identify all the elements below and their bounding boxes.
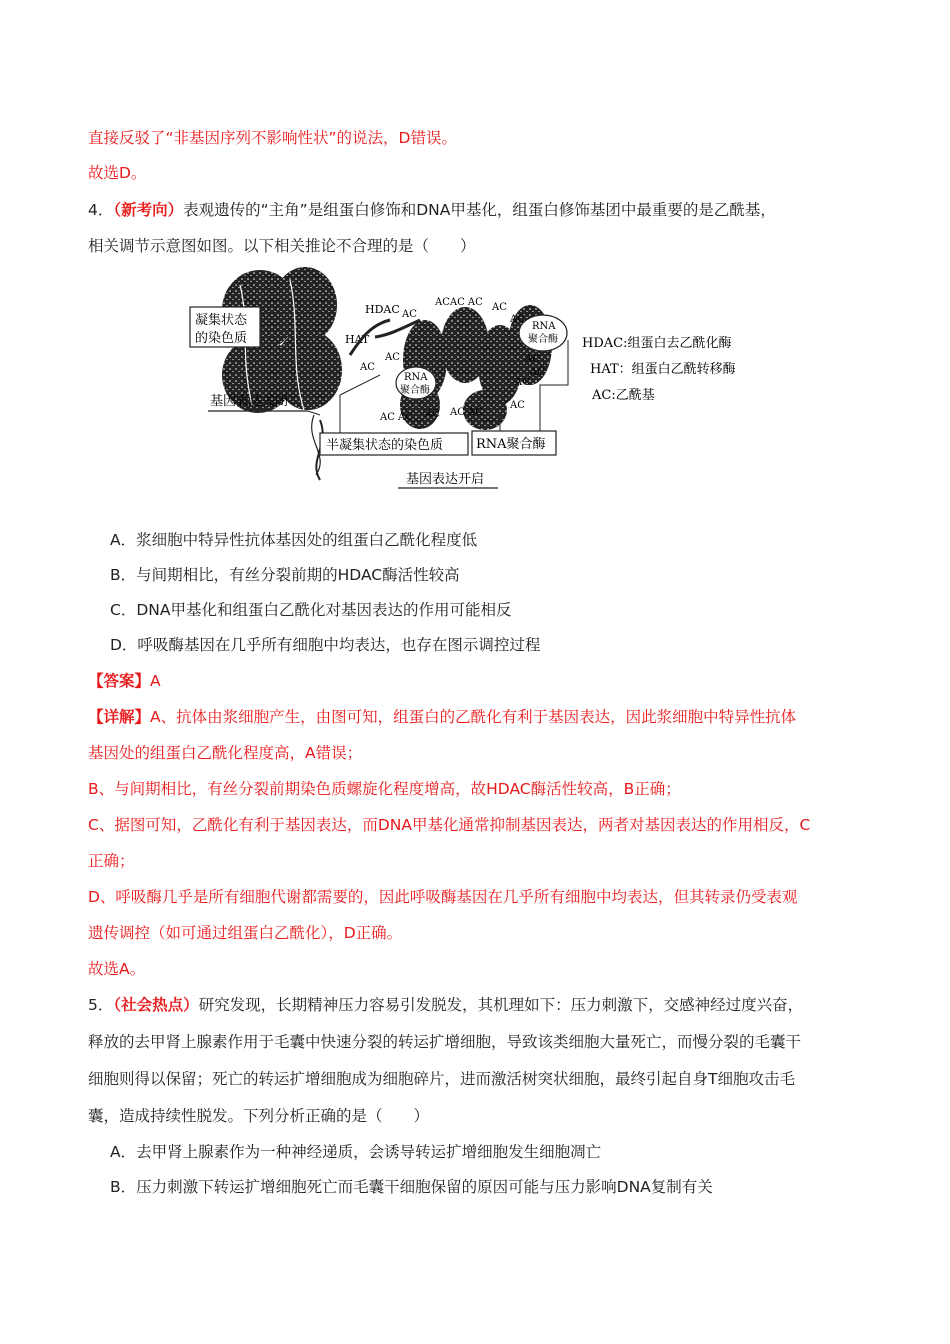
- q4-explain-line: D、呼吸酶几乎是所有细胞代谢都需要的，因此呼吸酶基因在几乎所有细胞中均表达，但其转录仍受表观: [88, 888, 798, 906]
- q4-explain-line: 【详解】A、抗体由浆细胞产生，由图可知，组蛋白的乙酰化有利于基因表达，因此浆细胞中特异性抗体: [88, 708, 797, 726]
- ac-label: AC: [530, 367, 545, 378]
- q4-option-c: C．DNA甲基化和组蛋白乙酰化对基因表达的作用可能相反: [110, 601, 512, 619]
- q4-option-a: A．浆细胞中特异性抗体基因处的组蛋白乙酰化程度低: [110, 531, 478, 549]
- q4-stem-text: 表观遗传的“主角”是组蛋白修饰和DNA甲基化，组蛋白修饰基团中最重要的是乙酰基，: [183, 201, 776, 219]
- q4-explain-line: 正确；: [88, 852, 135, 870]
- ac-label: AC: [515, 377, 530, 388]
- gene-off-label: 基因表达关闭: [210, 394, 289, 409]
- semi-condensed-label: 半凝集状态的染色质: [326, 438, 444, 453]
- explain-tag: 【详解】: [88, 708, 151, 726]
- ac-label: AC: [525, 354, 540, 365]
- q5-option-b: B．压力刺激下转运扩增细胞死亡而毛囊干细胞保留的原因可能与压力影响DNA复制有关: [110, 1178, 713, 1196]
- gene-on-label: 基因表达开启: [406, 472, 485, 487]
- ac-label: AC: [510, 400, 525, 411]
- q4-option-b: B．与间期相比，有丝分裂前期的HDAC酶活性较高: [110, 566, 460, 584]
- q5-option-a: A．去甲肾上腺素作为一种神经递质，会诱导转运扩增细胞发生细胞凋亡: [110, 1143, 602, 1161]
- answer-value: A: [150, 672, 161, 690]
- q4-stem-line2: 相关调节示意图如图。以下相关推论不合理的是（ ）: [88, 237, 476, 255]
- histone-acetylation-diagram: [180, 265, 780, 495]
- q4-option-d: D．呼吸酶基因在几乎所有细胞中均表达，也存在图示调控过程: [110, 636, 541, 654]
- q4-tag: （新考向）: [113, 201, 184, 219]
- rna-polymerase-label: RNA聚合酶: [476, 437, 546, 452]
- q4-choose: 故选A。: [88, 960, 146, 978]
- q5-stem-line: 细胞则得以保留；死亡的转运扩增细胞成为细胞碎片，进而激活树突状细胞，最终引起自身T细胞攻击毛: [88, 1070, 795, 1088]
- hdac-label: HDAC: [365, 303, 400, 316]
- q5-stem-line1: 5．（社会热点）研究发现，长期精神压力容易引发脱发，其机理如下：压力刺激下，交感神经过度兴奋，: [88, 996, 804, 1014]
- svg-text:RNA: RNA: [404, 372, 428, 383]
- q5-tag: （社会热点）: [113, 996, 199, 1014]
- ac-label: AC: [402, 309, 417, 320]
- legend-hdac: HDAC:组蛋白去乙酰化酶: [582, 336, 732, 351]
- ac-label: AC: [360, 362, 375, 373]
- ac-label: AC: [425, 409, 440, 420]
- q4-answer: [88, 670, 161, 692]
- ac-label: AC AC: [450, 407, 483, 418]
- legend-ac: AC:乙酰基: [592, 388, 655, 403]
- svg-text:RNA: RNA: [532, 321, 556, 332]
- hat-label: HAT: [345, 333, 370, 346]
- ac-label: AC: [510, 314, 525, 325]
- prev-explain-tail: 直接反驳了“非基因序列不影响性状”的说法，D错误。: [88, 129, 457, 147]
- q5-stem-line: 囊，造成持续性脱发。下列分析正确的是（ ）: [88, 1107, 430, 1125]
- legend-hat: HAT：组蛋白乙酰转移酶: [590, 362, 736, 377]
- q4-explain-line: 遗传调控（如可通过组蛋白乙酰化），D正确。: [88, 924, 403, 942]
- q5-stem-line: 释放的去甲肾上腺素作用于毛囊中快速分裂的转运扩增细胞，导致该类细胞大量死亡，而慢分裂的毛囊干: [88, 1033, 802, 1051]
- q4-explain-line: C、据图可知，乙酰化有利于基因表达，而DNA甲基化通常抑制基因表达，两者对基因表达的作用相反，C: [88, 816, 811, 834]
- q4-number: 4．: [88, 201, 114, 219]
- ac-label: ACAC AC: [435, 297, 483, 308]
- ac-label: AC: [385, 352, 400, 363]
- q4-explain-line: B、与间期相比，有丝分裂前期染色质螺旋化程度增高，故HDAC酶活性较高，B正确；: [88, 780, 681, 798]
- svg-text:聚合酶: 聚合酶: [400, 385, 430, 396]
- condensed-label-2: 的染色质: [195, 331, 248, 346]
- ac-label: AC: [492, 302, 507, 313]
- q4-stem-line1: [88, 199, 776, 221]
- svg-text:聚合酶: 聚合酶: [528, 334, 558, 345]
- q5-number: 5．: [88, 996, 114, 1014]
- condensed-label-1: 凝集状态: [195, 313, 248, 328]
- answer-tag: 【答案】: [88, 672, 151, 690]
- ac-label: AC AC: [380, 412, 413, 423]
- prev-choose: 故选D。: [88, 164, 147, 182]
- q4-explain-line: 基因处的组蛋白乙酰化程度高，A错误；: [88, 744, 363, 762]
